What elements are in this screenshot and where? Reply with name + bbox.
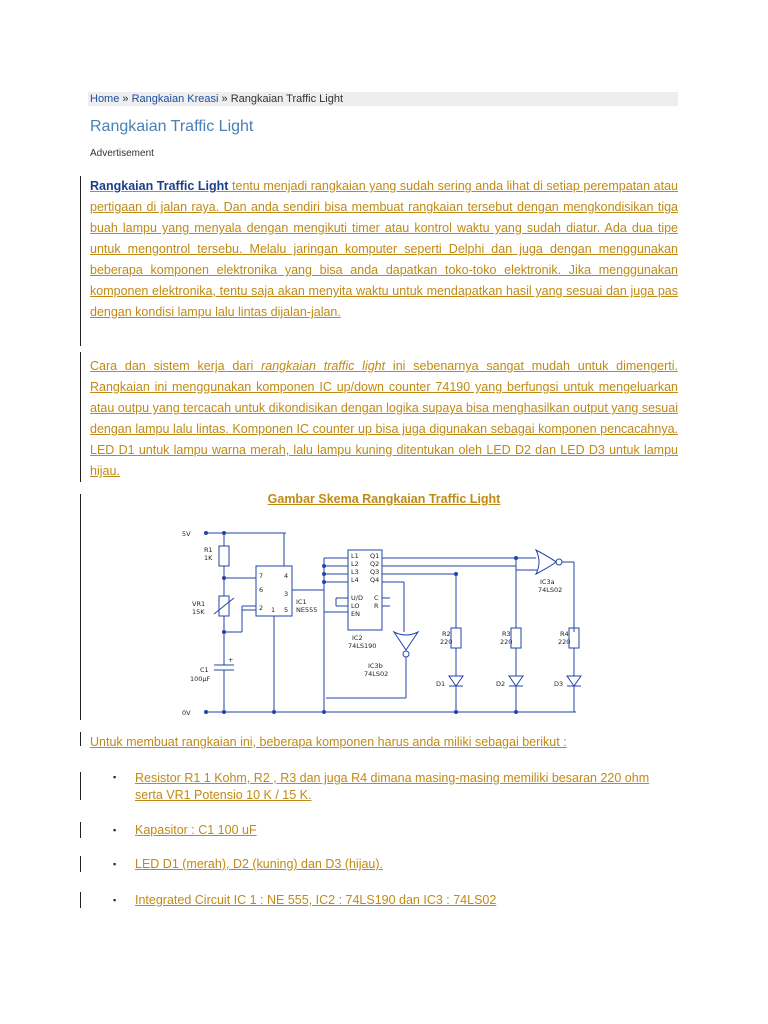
paragraph-bold-title: Rangkaian Traffic Light [90, 179, 229, 193]
breadcrumb-separator: » [221, 93, 228, 105]
label-l2: L2 [351, 560, 359, 568]
label-ic1-value: NE555 [296, 606, 318, 614]
label-pin2: 2 [259, 604, 264, 612]
list-item[interactable]: LED D1 (merah), D2 (kuning) dan D3 (hijau). [135, 857, 384, 871]
label-ic3a-value: 74LS02 [538, 586, 563, 594]
left-rule [80, 856, 81, 872]
working-paragraph[interactable] [90, 356, 678, 482]
label-r1-value: 1K [204, 554, 213, 562]
label-ic2: IC2 [352, 634, 363, 642]
label-l4: L4 [351, 576, 359, 584]
left-rule [80, 494, 81, 720]
label-c1: C1 [200, 666, 209, 674]
label-pin5: 5 [284, 606, 289, 614]
label-r3-value: 220 [500, 638, 513, 646]
label-ic1: IC1 [296, 598, 307, 606]
list-item[interactable]: Integrated Circuit IC 1 : NE 555, IC2 : 74LS190 dan IC3 : 74LS02 [135, 893, 497, 907]
breadcrumb-category-link[interactable]: Rangkaian Kreasi [131, 93, 219, 105]
left-rule [80, 772, 81, 800]
label-ud: U/D [351, 594, 363, 602]
label-ic3b: IC3b [368, 662, 383, 670]
list-item[interactable]: Kapasitor : C1 100 uF [135, 823, 257, 837]
paragraph-text: Cara dan sistem kerja dari [90, 359, 262, 373]
label-r2-value: 220 [440, 638, 453, 646]
figure-caption[interactable]: Gambar Skema Rangkaian Traffic Light [267, 492, 501, 506]
label-l3: L3 [351, 568, 359, 576]
left-rule [80, 822, 81, 838]
label-r: R [374, 602, 379, 610]
label-c1-plus: + [228, 656, 234, 664]
label-q3: Q3 [370, 568, 380, 576]
breadcrumb-separator: » [122, 93, 129, 105]
breadcrumb-home-link[interactable]: Home [90, 93, 120, 105]
label-l1: L1 [351, 552, 359, 560]
label-ic3b-value: 74LS02 [364, 670, 389, 678]
label-ic3a: IC3a [540, 578, 555, 586]
label-ic2-value: 74LS190 [348, 642, 377, 650]
label-lo: LO [351, 602, 360, 610]
list-item[interactable]: Resistor R1 1 Kohm, R2 , R3 dan juga R4 dimana masing-masing memiliki besaran 220 ohm serta VR1 Potensio 10 K / 15 K. [135, 771, 650, 802]
breadcrumb-current: Rangkaian Traffic Light [230, 93, 343, 105]
label-pin3: 3 [284, 590, 289, 598]
components-intro[interactable]: Untuk membuat rangkaian ini, beberapa komponen harus anda miliki sebagai berikut : [90, 735, 567, 749]
label-pin6: 6 [259, 586, 264, 594]
list-bullet: ▪ [113, 859, 117, 869]
label-c: C [374, 594, 379, 602]
left-rule [80, 732, 81, 746]
label-r3: R3 [502, 630, 511, 638]
label-5v: 5V [182, 530, 191, 538]
left-rule [80, 176, 81, 346]
label-pin4: 4 [284, 572, 289, 580]
label-en: EN [351, 610, 360, 618]
label-q2: Q2 [370, 560, 380, 568]
label-d3: D3 [554, 680, 564, 688]
label-c1-value: 100μF [190, 675, 211, 683]
breadcrumb [88, 92, 678, 106]
intro-paragraph[interactable] [90, 176, 678, 323]
left-rule [80, 352, 81, 482]
label-vr1: VR1 [192, 600, 206, 608]
label-d1: D1 [436, 680, 446, 688]
label-pin7: 7 [259, 572, 264, 580]
label-r4: R4 [560, 630, 569, 638]
label-pin1: 1 [271, 606, 276, 614]
label-r2: R2 [442, 630, 451, 638]
label-q1: Q1 [370, 552, 380, 560]
advertisement-label: Advertisement [90, 148, 154, 159]
label-d2: D2 [496, 680, 506, 688]
label-r1: R1 [204, 546, 213, 554]
traffic-light-schematic [176, 520, 596, 725]
label-0v: 0V [182, 709, 191, 717]
label-vr1-value: 15K [192, 608, 205, 616]
paragraph-text: ini sebenarnya sangat mudah untuk dimengerti. Rangkaian ini menggunakan komponen IC up/down counter 74190 yang berfungsi untuk mengeluarkan atau outpu yang tercacah untuk dikondisikan dengan logika supaya bisa menghasilkan output yang sesuai dengan lampu lalu lintas. Komponen IC counter up bisa juga digunakan sebagai komponen pencacahnya. LED D1 untuk lampu warna merah, lalu lampu kuning ditentukan oleh LED D2 dan LED D3 untuk lampu hijau. [90, 359, 678, 478]
list-bullet: ▪ [113, 895, 117, 905]
paragraph-text: tentu menjadi rangkaian yang sudah sering anda lihat di setiap perempatan atau pertigaan di jalan raya. Dan anda sendiri bisa membuat rangkaian tersebut dengan mengkondisikan tiga buah lampu yang menyala dengan mengikuti timer atau kontrol waktu yang sudah diatur. Ada dua tipe untuk mengontrol tersebu. Melalu jaringan komputer seperti Delphi dan juga dengan menggunakan beberapa komponen elektronika yang bisa anda dapatkan toko-toko elektronik. Jika menggunakan komponen elektronika, tentu saja akan menyita waktu untuk mendapatkan hasil yang sesuai dan juga pas dengan kondisi lampu lalu lintas dijalan-jalan. [90, 179, 678, 319]
label-r4-value: 220 [558, 638, 571, 646]
label-q4: Q4 [370, 576, 380, 584]
list-bullet: ▪ [113, 772, 117, 782]
left-rule [80, 892, 81, 908]
page-title: Rangkaian Traffic Light [90, 118, 254, 135]
paragraph-italic: rangkaian traffic light [261, 359, 386, 373]
list-bullet: ▪ [113, 825, 117, 835]
